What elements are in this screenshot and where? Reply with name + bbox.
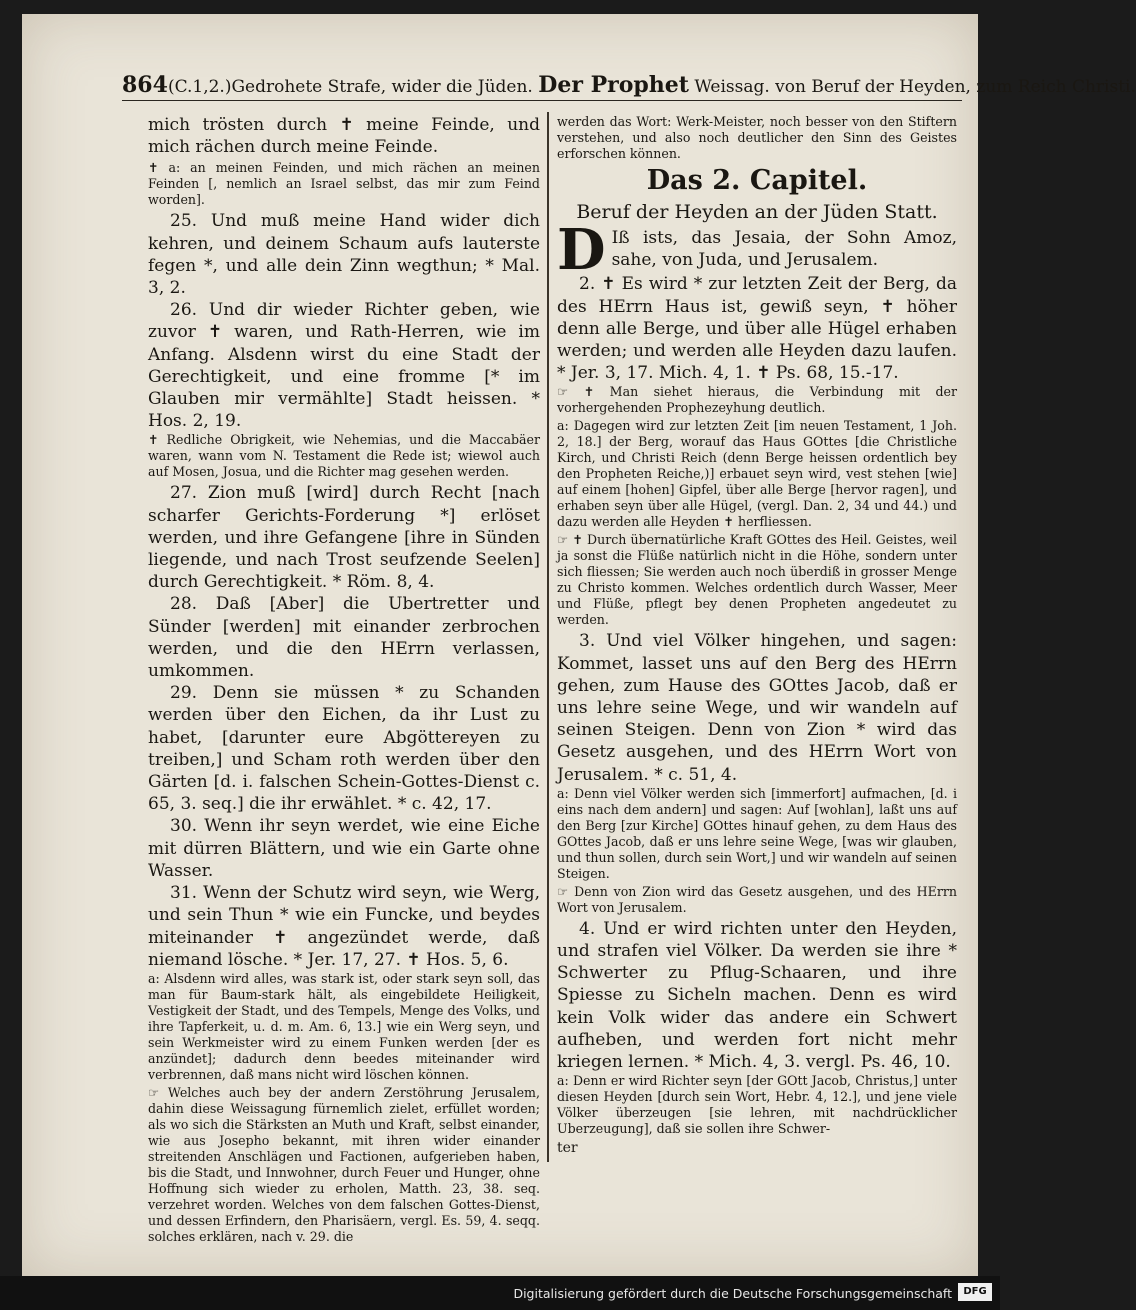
footer-text: Digitalisierung gefördert durch die Deutsche Forschungsgemeinschaft — [513, 1286, 952, 1301]
verse-paragraph: 2. ✝ Es wird * zur letzten Zeit der Berg, da des HErrn Haus ist, gewiß seyn, ✝ höher denn alle Berge, und über alle Hügel erhaben werden; und werden alle Heyden dazu laufen. * Jer. 3, 17. Mich. 4, 1. ✝ Ps. 68, 15.-17. — [557, 274, 957, 384]
commentary-note: ✝ a: an meinen Feinden, und mich rächen an meinen Feinden [, nemlich an Israel selbst, das mir zum Feind worden]. — [148, 160, 540, 208]
column-divider — [547, 112, 549, 1162]
running-head — [122, 72, 1136, 101]
commentary-note: ☞ ✝ Durch übernatürliche Kraft GOttes des Heil. Geistes, weil ja sonst die Flüße natürlich nicht in die Höhe, sondern unter sich fliessen; Sie werden auch noch überdiß in grosser Menge zu Christo kommen. Welches ordentlich durch Wasser, Meer und Flüße, pflegt bey denen Propheten angedeutet zu werden. — [557, 532, 957, 628]
verse-paragraph: 27. Zion muß [wird] durch Recht [nach scharfer Gerichts-Forderung *] erlöset werden, und ihre Gefangene [ihre in Sünden liegende, und nach Trost seufzende Seelen] durch Gerechtigkeit. * Röm. 8, 4. — [148, 483, 540, 593]
commentary-note: a: Dagegen wird zur letzten Zeit [im neuen Testament, 1 Joh. 2, 18.] der Berg, worauf das Haus GOttes [die Christliche Kirch, und Christi Reich (denn Berge heissen ordentlich bey den Propheten Reiche,)] erbauet seyn wird, vest stehen [wie] auf einem [hohen] Gipfel, über alle Berge [hervor ragen], und erhaben seyn über alle Hügel, (vergl. Dan. 2, 34 und 44.) und dazu werden alle Heyden ✝ herfliessen. — [557, 418, 957, 530]
verse-paragraph: 31. Wenn der Schutz wird seyn, wie Werg, und sein Thun * wie ein Funcke, und beydes miteinander ✝ angezündet werde, daß niemand lösche. * Jer. 17, 27. ✝ Hos. 5, 6. — [148, 883, 540, 970]
commentary-note: a: Alsdenn wird alles, was stark ist, oder stark seyn soll, das man für Baum-stark hält, als eingebildete Heiligkeit, Vestigkeit der Stadt, und des Tempels, Menge des Volks, und ihre Tapferkeit, u. d. m. Am. 6, 13.] wie ein Werg seyn, und sein Werkmeister wird zu einem Funken werden [der es anzündet]; dadurch denn beedes miteinander wird verbrennen, daß mans nicht wird löschen können. — [148, 970, 540, 1082]
verse-paragraph: 4. Und er wird richten unter den Heyden, und strafen viel Völker. Da werden sie ihre * Schwerter zu Pflug-Schaaren, und ihre Spiesse zu Sicheln machen. Denn es wird kein Volk wider das andere ein Schwert aufheben, und werden fort nicht mehr kriegen lernen. * Mich. 4, 3. vergl. Ps. 46, 10. — [557, 918, 957, 1073]
commentary-note: ✝ Redliche Obrigkeit, wie Nehemias, und die Maccabäer waren, wann vom N. Testament die Rede ist; wiewol auch auf Mosen, Josua, und die Richter mag gesehen werden. — [148, 432, 540, 480]
running-head-center: Der Prophet — [538, 72, 689, 98]
commentary-note: a: Denn viel Völker werden sich [immerfort] aufmachen, [d. i eins nach dem andern] und sagen: Auf [wohlan], laßt uns auf den Berg [zur Kirche] GOttes hinauf gehen, zu dem Haus des GOttes Jacob, daß er uns lehre seine Wege, [was wir glauben, und thun sollen, durch sein Wort,] und wir wandeln auf seinen Steigen. — [557, 785, 957, 881]
chapter-subtitle: Beruf der Heyden an der Jüden Statt. — [576, 201, 938, 223]
commentary-note: ☞ ✝ Man siehet hieraus, die Verbindung mit der vorhergehenden Prophezeyhung deutlich. — [557, 384, 957, 416]
drop-cap: D — [557, 217, 606, 283]
commentary-note: a: Denn er wird Richter seyn [der GOtt Jacob, Christus,] unter diesen Heyden [durch sein Wort, Hebr. 4, 12.], und jene viele Völker überzeugen [sie lehren, mit nachdrücklicher Uberzeugung], daß sie sollen ihre Schwer- — [557, 1073, 957, 1137]
right-column-body — [557, 273, 957, 1137]
commentary-note: ☞ Denn von Zion wird das Gesetz ausgehen, und des HErrn Wort von Jerusalem. — [557, 883, 957, 915]
right-column — [557, 114, 957, 1164]
opening-text: Iß ists, das Jesaia, der Sohn Amoz, sahe, von Juda, und Jerusalem. — [611, 228, 957, 271]
commentary-note: werden das Wort: Werk-Meister, noch besser von den Stiftern verstehen, und also noch deutlicher den Sinn des Geistes erforschen können. — [557, 114, 957, 161]
running-head-right: Weissag. von Beruf der Heyden, zum Reich Christi. — [694, 77, 1136, 97]
running-head-left: (C.1,2.)Gedrohete Strafe, wider die Jüden. — [167, 77, 533, 97]
verse-paragraph: 30. Wenn ihr seyn werdet, wie eine Eiche mit dürren Blättern, und wie ein Garte ohne Wasser. — [148, 816, 540, 881]
verse-paragraph: 3. Und viel Völker hingehen, und sagen: Kommet, lasset uns auf den Berg des HErrn gehen, zum Hause des GOttes Jacob, daß er uns lehre seine Wege, und wir wandeln auf seinen Steigen. Denn von Zion * wird das Gesetz ausgehen, und des HErrn Wort von Jerusalem. * c. 51, 4. — [557, 631, 957, 785]
left-column — [148, 114, 540, 1244]
digitization-footer — [0, 1276, 1000, 1310]
right-column-top — [557, 114, 957, 162]
chapter-opening — [557, 217, 957, 283]
verse-paragraph: mich trösten durch ✝ meine Feinde, und mich rächen durch meine Feinde. — [148, 115, 540, 158]
verse-paragraph: 25. Und muß meine Hand wider dich kehren, und deinem Schaum aufs lauterste fegen *, und alle dein Zinn wegthun; * Mal. 3, 2. — [148, 211, 540, 299]
catchword: ter — [557, 1140, 578, 1157]
dfg-logo: DFG — [958, 1283, 992, 1301]
chapter-title: Das 2. Capitel. — [646, 165, 868, 196]
verse-paragraph: 26. Und dir wieder Richter geben, wie zuvor ✝ waren, und Rath-Herren, wie im Anfang. Alsdenn wirst du eine Stadt der Gerechtigkeit, und eine fromme [* im Glauben mir vermählte] Stadt heissen. * Hos. 2, 19. — [148, 300, 540, 432]
commentary-note: ☞ Welches auch bey der andern Zerstöhrung Jerusalem, dahin diese Weissagung fürnemlich zielet, erfüllet worden; als wo sich die Stärksten an Muth und Kraft, selbst einander, wie aus Josepho bekannt, mit ihren wider einander streitenden Anschlägen und Factionen, aufgerieben haben, bis die Stadt, und Innwohner, durch Feuer und Hunger, ohne Hoffnung sich wieder zu erholen, Matth. 23, 38. seq. verzehret worden. Welches von dem falschen Gottes-Dienst, und dessen Erfindern, den Pharisäern, vergl. Es. 59, 4. seqq. solches erklären, nach v. 29. die — [148, 1084, 540, 1244]
verse-paragraph: 29. Denn sie müssen * zu Schanden werden über den Eichen, da ihr Lust zu habet, [darunter eure Abgöttereyen zu treiben,] und Scham roth werden über den Gärten [d. i. falschen Schein-Gottes-Dienst c. 65, 3. seq.] die ihr erwählet. * c. 42, 17. — [148, 683, 540, 815]
page-number: 864 — [122, 72, 168, 98]
verse-paragraph: 28. Daß [Aber] die Ubertretter und Sünder [werden] mit einander zerbrochen werden, und die den HErrn verlassen, umkommen. — [148, 594, 540, 682]
